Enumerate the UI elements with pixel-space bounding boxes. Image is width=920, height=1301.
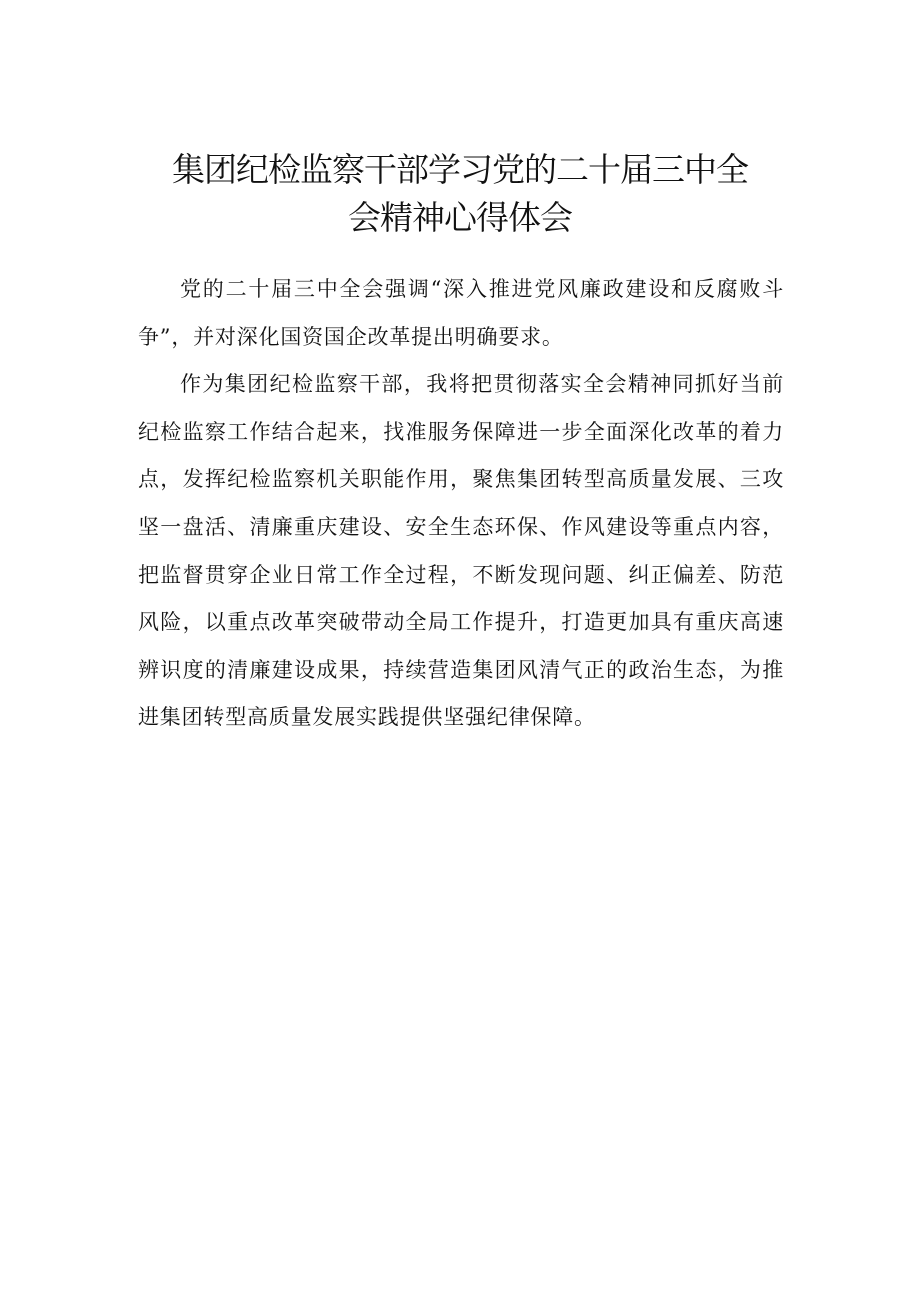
document-title — [0, 146, 920, 242]
paragraph-2: 作为集团纪检监察干部，我将把贯彻落实全会精神同抓好当前纪检监察工作结合起来，找准服务保障进一步全面深化改革的着力点，发挥纪检监察机关职能作用，聚焦集团转型高质量发展、三攻坚一盘活、清廉重庆建设、安全生态环保、作风建设等重点内容，把监督贯穿企业日常工作全过程，不断发现问题、纠正偏差、防范风险，以重点改革突破带动全局工作提升，打造更加具有重庆高速辨识度的清廉建设成果，持续营造集团风清气正的政治生态，为推进集团转型高质量发展实践提供坚强纪律保障。 — [138, 372, 784, 730]
document-body — [138, 266, 784, 742]
title-line-2: 会精神心得体会 — [348, 198, 572, 237]
title-line-1: 集团纪检监察干部学习党的二十届三中全 — [172, 150, 748, 189]
paragraph-1: 党的二十届三中全会强调“深入推进党风廉政建设和反腐败斗争”，并对深化国资国企改革提出明确要求。 — [138, 277, 784, 349]
